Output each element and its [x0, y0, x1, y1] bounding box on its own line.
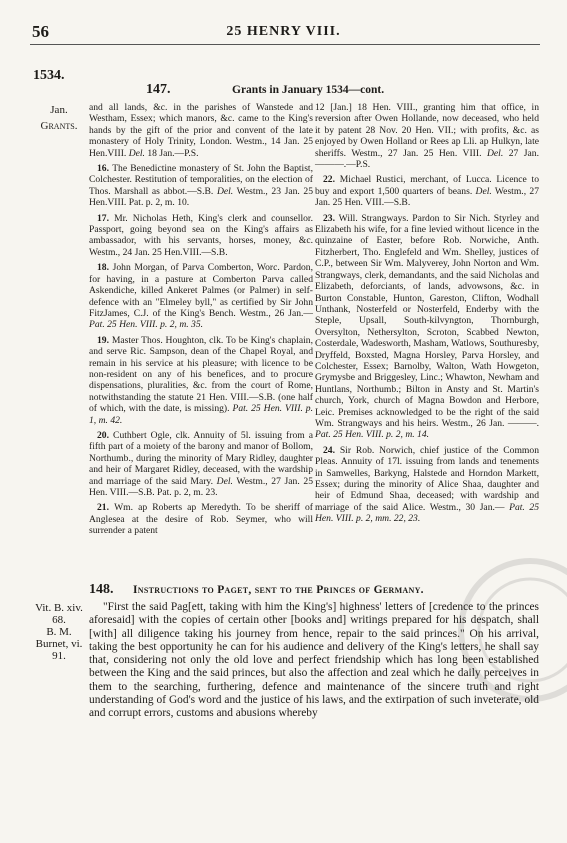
grant-entry [89, 213, 313, 259]
grant-text: Michael Rustici, merchant, of Lucca. Licence to buy and export 1,500 quarters of beans. [315, 174, 540, 197]
grant-citation: Del. [475, 185, 492, 197]
grant-number: 19. [97, 334, 112, 346]
margin-reference: B. M. [46, 626, 72, 638]
entry-148-number: 148. [89, 582, 114, 597]
grant-entry [89, 262, 313, 330]
grant-number: 24. [323, 444, 340, 456]
grant-entry [315, 174, 539, 208]
grant-entry [89, 102, 313, 159]
grant-entry [315, 445, 539, 525]
year-label: 1534. [33, 68, 65, 83]
running-title: 25 HENRY VIII. [226, 24, 341, 39]
grant-tail: Westm., 27 Jan. 25 Hen. VIII.—S.B. Pat. p. 2, m. 23. [89, 475, 314, 498]
page-number: 56 [32, 22, 49, 41]
header-rule [30, 44, 540, 45]
watermark-seal-icon [455, 555, 567, 705]
entry-148-body: "First the said Pag[ett, taking with him the King's] highness' letters of [credence to the princes aforesaid] with the copies of certain other [books and] writings prepared for his despatch, shall [with] all diligence taking his journey from hence, repair to the said princes." On his arrival, taking the best opportunity he can for his audience and delivery of the King's letters, he shall say that, considering not only the old love and perfect friendship which has long been established between the King and the said princes, but also the affection and zeal which he daily perceives in them to the searching, furthering, defence and maintenance of the sincere truth and right understanding of God's word and the justice of his laws, and the extirpation of such inveterate, old and corrupt errors, customs and abusions whereby [89, 601, 539, 720]
grant-entry [89, 430, 313, 498]
grant-citation: Del. [216, 475, 233, 487]
grant-entry [315, 213, 539, 441]
grant-text: and all lands, &c. in the parishes of Wanstede and Westham, Essex; which manors, &c. came to the King's hands by the gift of the prior and convent of the late monastery of Holy Trinity, London. Westm., 14 Jan. 25 Hen.VIII. [89, 102, 313, 159]
margin-reference: 91. [52, 650, 66, 662]
entry-148-heading: Instructions to Paget, sent to the Princes of Germany. [133, 584, 424, 596]
grant-citation: Pat. 25 Hen. VIII. p. 1, m. 42. [89, 403, 313, 426]
grant-citation: Pat. 25 Hen. VIII. p. 2, m. 14. [315, 429, 430, 441]
grant-citation: Pat. 25 Hen. VIII. p. 2, mm. 22, 23. [315, 501, 540, 525]
grant-number: 23. [323, 212, 339, 224]
grant-text: Wm. ap Roberts ap Meredyth. To be sheriff of Anglesea at the desire of Rob. Seymer, who will surrender a patent [89, 502, 314, 537]
grant-citation: Del. [216, 185, 234, 197]
grant-entry [89, 502, 313, 536]
grant-number: 20. [97, 429, 114, 441]
margin-reference: Burnet, vi. [35, 638, 83, 650]
grant-citation: Del. [128, 147, 145, 159]
margin-month: Jan. [50, 104, 68, 116]
grant-text: 12 [Jan.] 18 Hen. VIII., granting him that office, in reversion after Owen Hollande, now deceased, who held it by patent 28 Nov. 20 Hen. VII.; with profits, &c. as enjoyed by Owen Holland or Rees ap Lli. ap Hulkyn, late sheriffs. Westm., 27 Jan. 25 Hen. VIII. [315, 102, 539, 159]
grant-entry [89, 335, 313, 426]
grant-text: Mr. Nicholas Heth, King's clerk and counsellor. Passport, going beyond sea on the King's affairs as ambassador, with his servants, horses, money, &c. Westm., 24 Jan. 25 Hen.VIII.—S.B. [89, 212, 313, 258]
grant-text: Will. Strangways. Pardon to Sir Nich. Styrley and Elizabeth his wife, for a fine levied without licence in the quinzaine of Easter, before Rob. Norwiche, Anth. Fitzherbert, Tho. Englefeld and Wm. Shelley, justices of C.P., between Sir Wm. Malyverey, John Norton and Wm. Strangways, clerk, demandants, and the said Nicholas and Elizabeth, deforciants, of lands, advowsons, &c. in Burton Constable, Hunton, Gareston, Clifton, Wodhall Unthank, Nosterfeld or Nosterfeld, Enderby with the Steple, Upsall, South-kilvyngton, Thornburgh, Oversylton, Nethersylton, Scroton, Scabbed Newton, Costerdale, Wadesworth, Masham, Watlows, Southuresby, Dryffeld, Boxsted, Magna Horsley, Parva Horsley, and Colchester, Essex; Barnolby, Walton, Wath Howgeton, Grymysbe and Briggesley, Linc.; Whawton, Newham and Huntlans, Northumb.; Bilton in Ansty and St. Martin's church, York, church of Magna Bowdon and Herbore, Leic. Premises acknowledged to be the right of the said Wm. Strangways and his heirs. Westm., 26 Jan. ———. [315, 212, 540, 429]
grant-entry [89, 163, 313, 209]
margin-reference: 68. [52, 614, 66, 626]
grant-citation: Pat. 25 Hen. VIII. p. 2, m. 35. [89, 319, 204, 331]
grant-entry [315, 102, 539, 170]
entry-147-heading: Grants in January 1534—cont. [232, 84, 385, 96]
grant-number: 22. [323, 174, 340, 186]
grant-text: The Benedictine monastery of St. John the Baptist, Colchester. Restitution of temporalities, on the election of Thos. Marshall as abbot.—S.B. [89, 163, 314, 197]
grant-text: Master Thos. Houghton, clk. To be King's chaplain, and serve Ric. Sampson, dean of the Chapel Royal, and remain in his service at his pleasure; with licence to be non-resident on any of his benefices, and to procure dispensations, pluralities, &c. from the court of Rome, notwithstanding the statute 21 Hen. VIII.—S.B. (one half of which, with the date, is missing). [89, 334, 313, 415]
grant-number: 21. [97, 502, 115, 514]
grant-text: Cuthbert Ogle, clk. Annuity of 5l. issuing from a fifth part of a moiety of the barony and manor of Bollom, Northumb., during the minority of Mary Ridley, daughter and heir of Margaret Ridley, deceased, with the wardship and marriage of the said Mary. [89, 429, 314, 487]
right-column [315, 102, 539, 529]
grant-tail: 27 Jan. ———.—P.S. [315, 147, 539, 171]
grant-number: 16. [97, 163, 113, 175]
grant-tail: 18 Jan.—P.S. [144, 147, 199, 159]
grant-tail: Westm., 27 Jan. 25 Hen. VIII.—S.B. [315, 185, 539, 209]
left-column [89, 102, 313, 541]
margin-reference: Vit. B. xiv. [35, 602, 83, 614]
grant-number: 17. [97, 212, 115, 224]
grant-citation: Del. [486, 147, 504, 159]
grant-text: John Morgan, of Parva Comberton, Worc. Pardon, for having, in a pasture at Comberton Parva called Askendiche, killed Ankeret Palmes (or Palmer) in self-defence with an "Elmeley byll," as certified by Sir John FitzJames, C.J. of the King's Bench. Westm., 26 Jan.— [89, 262, 313, 319]
grant-text: Sir Rob. Norwich, chief justice of the Common Pleas. Annuity of 17l. issuing from lands and tenements in Samwelles, Barkyng, Halstede and Horndon Markett, Essex; during the minority of Alice Shaa, daughter and heir of Edmund Shaa, deceased; with wardship and marriage of the said Alice. Westm., 30 Jan.— [315, 444, 539, 513]
grant-number: 18. [97, 262, 113, 274]
margin-section: Grants. [40, 120, 78, 132]
grant-tail: Westm., 23 Jan. 25 Hen.VIII. Pat. p. 2, m. 10. [89, 185, 314, 209]
entry-147-number: 147. [146, 82, 171, 97]
